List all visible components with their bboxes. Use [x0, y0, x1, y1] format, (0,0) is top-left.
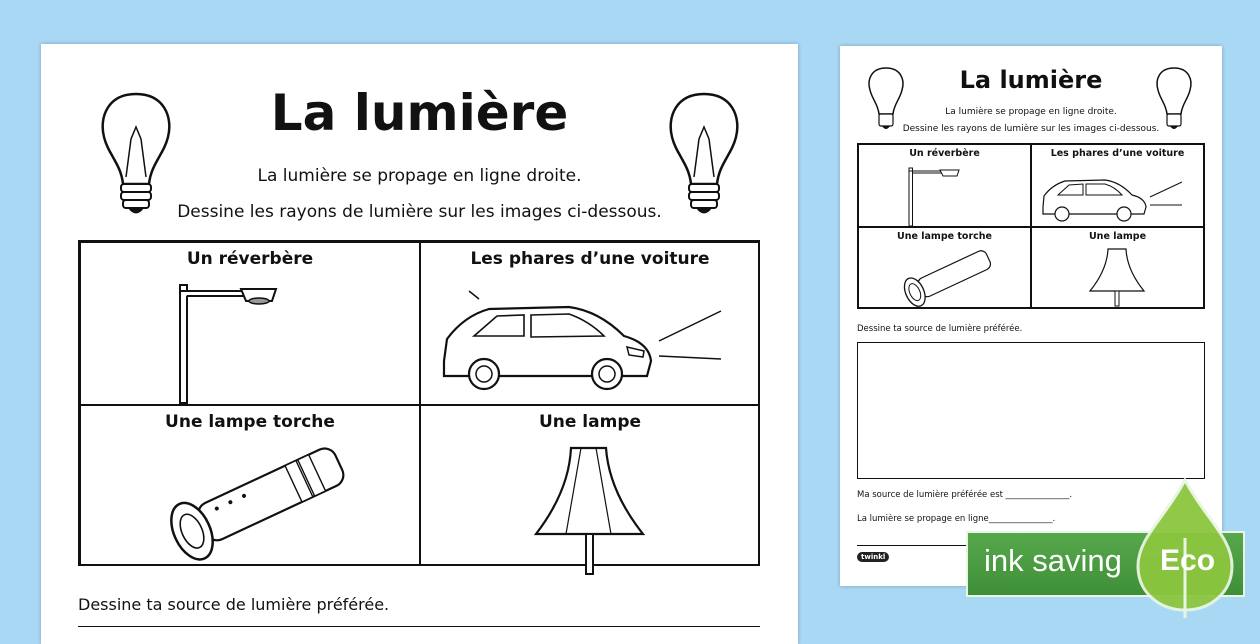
- preview-cell-streetlight: [858, 144, 1031, 227]
- cell-label: Une lampe: [1088, 231, 1147, 242]
- cell-label: Les phares d’une voiture: [1050, 148, 1185, 159]
- subtitle-line-1: La lumière se propage en ligne droite.: [257, 166, 582, 186]
- preview-title: La lumière: [959, 66, 1103, 94]
- cell-flashlight: [80, 405, 420, 566]
- preview-subtitle-1: La lumière se propage en ligne droite.: [945, 107, 1117, 117]
- preview-sentence-1: Ma source de lumière préférée est _______________.: [857, 490, 1073, 500]
- eco-badge: Eco: [1160, 544, 1216, 577]
- flashlight-small-icon: [897, 244, 997, 308]
- streetlight-small-icon: [907, 167, 967, 227]
- preview-draw-prompt: Dessine ta source de lumière préférée.: [857, 324, 1023, 334]
- cell-car-headlights: [420, 242, 760, 405]
- image-grid: [78, 240, 760, 566]
- answer-box-edge: [78, 626, 760, 627]
- ink-saving-label: ink saving: [984, 543, 1122, 578]
- cell-label: Une lampe: [538, 412, 642, 432]
- cell-label: Les phares d’une voiture: [470, 249, 710, 269]
- preview-sentence-2: La lumière se propage en ligne_______________.: [857, 514, 1056, 524]
- car-small-icon: [1040, 167, 1200, 227]
- cell-label: Une lampe torche: [897, 231, 992, 242]
- subtitle-line-2: Dessine les rayons de lumière sur les images ci-dessous.: [177, 202, 662, 222]
- cell-lamp: [420, 405, 760, 566]
- page-title: La lumière: [270, 84, 569, 142]
- cell-label: Une lampe torche: [165, 412, 335, 432]
- lamp-icon: [531, 446, 651, 571]
- draw-prompt: Dessine ta source de lumière préférée.: [78, 595, 390, 614]
- preview-image-grid: [857, 143, 1205, 309]
- cell-streetlight: [80, 242, 420, 405]
- worksheet-large: [41, 44, 798, 644]
- preview-cell-car: [1031, 144, 1204, 227]
- twinkl-logo: twinkl: [857, 552, 889, 562]
- cell-label: Un réverbère: [186, 249, 314, 269]
- preview-cell-lamp: [1031, 227, 1204, 308]
- cell-label: Un réverbère: [909, 148, 980, 159]
- lamp-small-icon: [1088, 248, 1148, 308]
- streetlight-icon: [176, 283, 286, 403]
- preview-cell-flashlight: [858, 227, 1031, 308]
- preview-subtitle-2: Dessine les rayons de lumière sur les images ci-dessous.: [902, 124, 1160, 134]
- flashlight-icon: [156, 436, 356, 561]
- car-icon: [439, 281, 739, 401]
- preview-drawing-box: [857, 342, 1205, 479]
